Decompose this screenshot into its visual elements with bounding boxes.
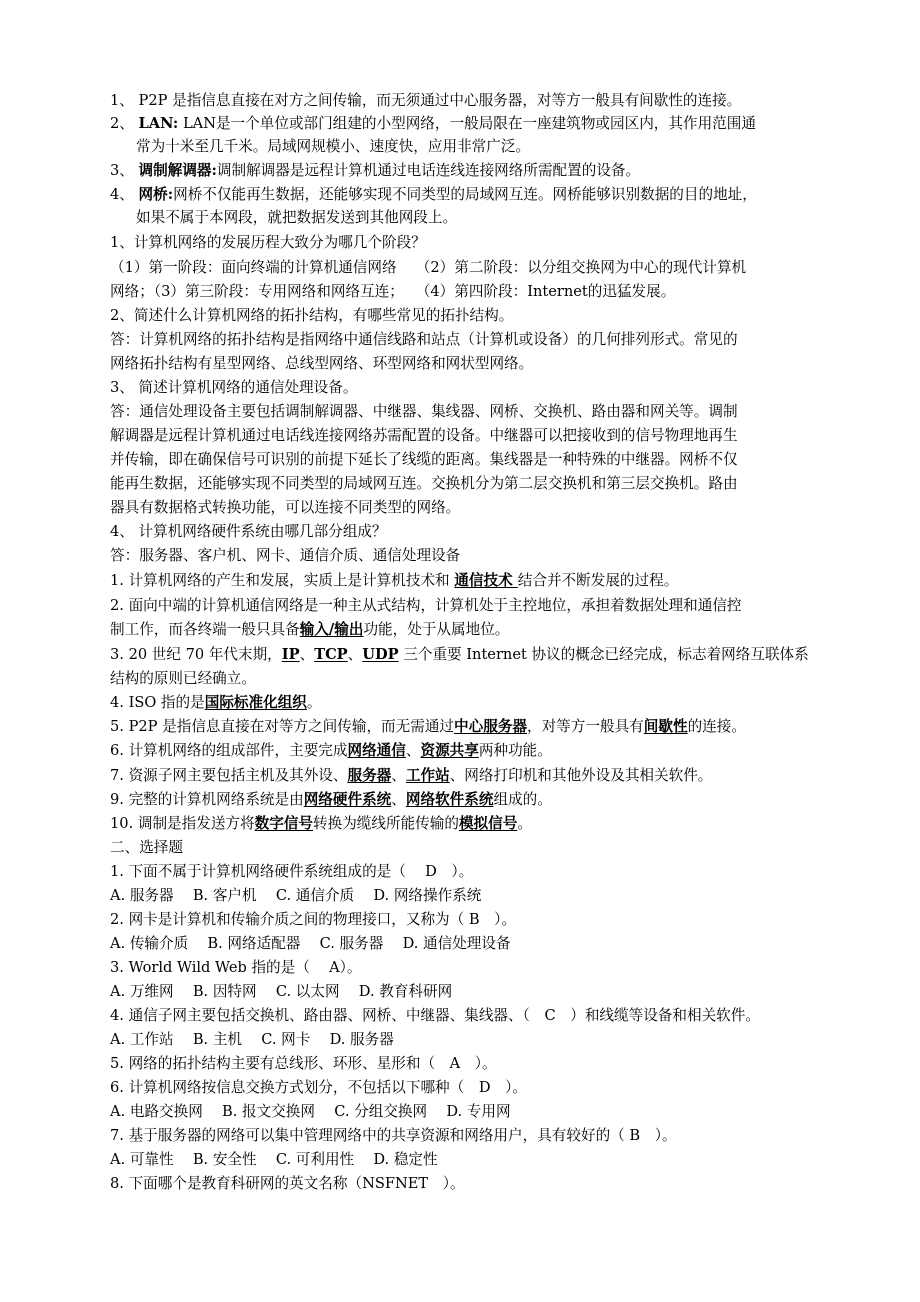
definition-4: 4、 网桥:网桥不仅能再生数据，还能够实现不同类型的局域网互连。网桥能够识别数据的目的地址， bbox=[110, 186, 757, 203]
mc-question: 2. 网卡是计算机和传输介质之间的物理接口，又称为（ B ）。 bbox=[110, 911, 517, 928]
qa-line: 能再生数据，还能够实现不同类型的局域网互连。交换机分为第二层交换机和第三层交换机。路由 bbox=[110, 475, 738, 492]
qa-line: 网络；（3）第三阶段：专用网络和网络互连； （4）第四阶段：Internet的迅猛发展。 bbox=[110, 283, 676, 300]
mc-options: A. 万维网 B. 因特网 C. 以太网 D. 教育科研网 bbox=[110, 983, 453, 1000]
fill-item-10: 10. 调制是指发送方将数字信号转换为缆线所能传输的模拟信号。 bbox=[110, 815, 532, 832]
mc-question: 7. 基于服务器的网络可以集中管理网络中的共享资源和网络用户，具有较好的（ B ）。 bbox=[110, 1127, 677, 1144]
definition-2-cont: 常为十米至几千米。局域网规模小、速度快，应用非常广泛。 bbox=[136, 138, 531, 155]
fill-item-4: 4. ISO 指的是国际标准化组织。 bbox=[110, 694, 322, 711]
qa-line: 解调器是远程计算机通过电话线连接网络苏需配置的设备。中继器可以把接收到的信号物理地再生 bbox=[110, 427, 738, 444]
mc-question: 5. 网络的拓扑结构主要有总线形、环形、星形和（ A ）。 bbox=[110, 1055, 497, 1072]
definition-1: 1、 P2P 是指信息直接在对方之间传输，而无须通过中心服务器，对等方一般具有间歇性的连接。 bbox=[110, 92, 742, 109]
mc-options: A. 服务器 B. 客户机 C. 通信介质 D. 网络操作系统 bbox=[110, 887, 482, 904]
mc-question: 8. 下面哪个是教育科研网的英文名称（NSFNET ）。 bbox=[110, 1175, 465, 1192]
qa-line: （1）第一阶段：面向终端的计算机通信网络 （2）第二阶段：以分组交换网为中心的现代计算机 bbox=[110, 259, 747, 276]
mc-question: 3. World Wild Web 指的是（ A）。 bbox=[110, 959, 362, 976]
fill-item-2-cont: 制工作，而各终端一般只具备输入/输出功能，处于从属地位。 bbox=[110, 621, 510, 638]
qa-line: 2、简述什么计算机网络的拓扑结构，有哪些常见的拓扑结构。 bbox=[110, 307, 514, 324]
qa-line: 网络拓扑结构有星型网络、总线型网络、环型网络和网状型网络。 bbox=[110, 355, 534, 372]
qa-line: 3、 简述计算机网络的通信处理设备。 bbox=[110, 379, 358, 396]
qa-line: 并传输，即在确保信号可识别的前提下延长了线缆的距离。集线器是一种特殊的中继器。网桥不仅 bbox=[110, 451, 738, 468]
fill-item-2: 2. 面向中端的计算机通信网络是一种主从式结构，计算机处于主控地位，承担着数据处理和通信控 bbox=[110, 597, 742, 614]
fill-item-7: 7. 资源子网主要包括主机及其外设、服务器、工作站、网络打印机和其他外设及其相关软件。 bbox=[110, 767, 713, 784]
mc-options: A. 电路交换网 B. 报文交换网 C. 分组交换网 D. 专用网 bbox=[110, 1103, 511, 1120]
fill-item-3-cont: 结构的原则已经确立。 bbox=[110, 670, 256, 687]
mc-question: 4. 通信子网主要包括交换机、路由器、网桥、中继器、集线器、（ C ）和线缆等设备和相关软件。 bbox=[110, 1007, 760, 1024]
fill-item-3: 3. 20 世纪 70 年代末期，IP、TCP、UDP 三个重要 Internet 协议的概念已经完成，标志着网络互联体系 bbox=[110, 646, 809, 663]
fill-item-6: 6. 计算机网络的组成部件，主要完成网络通信、资源共享两种功能。 bbox=[110, 742, 552, 759]
qa-line: 1、计算机网络的发展历程大致分为哪几个阶段？ bbox=[110, 234, 426, 251]
qa-line: 4、 计算机网络硬件系统由哪几部分组成？ bbox=[110, 523, 387, 540]
fill-item-9: 9. 完整的计算机网络系统是由网络硬件系统、网络软件系统组成的。 bbox=[110, 791, 552, 808]
qa-line: 答：服务器、客户机、网卡、通信介质、通信处理设备 bbox=[110, 547, 461, 564]
definition-3: 3、 调制解调器:调制解调器是远程计算机通过电话连线连接网络所需配置的设备。 bbox=[110, 162, 641, 179]
qa-line: 答：通信处理设备主要包括调制解调器、中继器、集线器、网桥、交换机、路由器和网关等。调制 bbox=[110, 403, 738, 420]
mc-options: A. 可靠性 B. 安全性 C. 可利用性 D. 稳定性 bbox=[110, 1151, 438, 1168]
fill-item-1: 1. 计算机网络的产生和发展，实质上是计算机技术和 通信技术 结合并不断发展的过程。 bbox=[110, 572, 679, 589]
section-heading: 二、选择题 bbox=[110, 839, 183, 856]
definition-2: 2、 LAN: LAN是一个单位或部门组建的小型网络，一般局限在一座建筑物或园区内，其作用范围通 bbox=[110, 115, 756, 132]
mc-options: A. 传输介质 B. 网络适配器 C. 服务器 D. 通信处理设备 bbox=[110, 935, 511, 952]
mc-options: A. 工作站 B. 主机 C. 网卡 D. 服务器 bbox=[110, 1031, 394, 1048]
fill-item-5: 5. P2P 是指信息直接在对等方之间传输，而无需通过中心服务器，对等方一般具有间歇性的连接。 bbox=[110, 718, 746, 735]
qa-line: 答：计算机网络的拓扑结构是指网络中通信线路和站点（计算机或设备）的几何排列形式。常见的 bbox=[110, 331, 738, 348]
mc-question: 1. 下面不属于计算机网络硬件系统组成的是（ D ）。 bbox=[110, 863, 474, 880]
mc-question: 6. 计算机网络按信息交换方式划分，不包括以下哪种（ D ）。 bbox=[110, 1079, 527, 1096]
definition-4-cont: 如果不属于本网段，就把数据发送到其他网段上。 bbox=[136, 209, 458, 226]
qa-line: 器具有数据格式转换功能，可以连接不同类型的网络。 bbox=[110, 499, 461, 516]
